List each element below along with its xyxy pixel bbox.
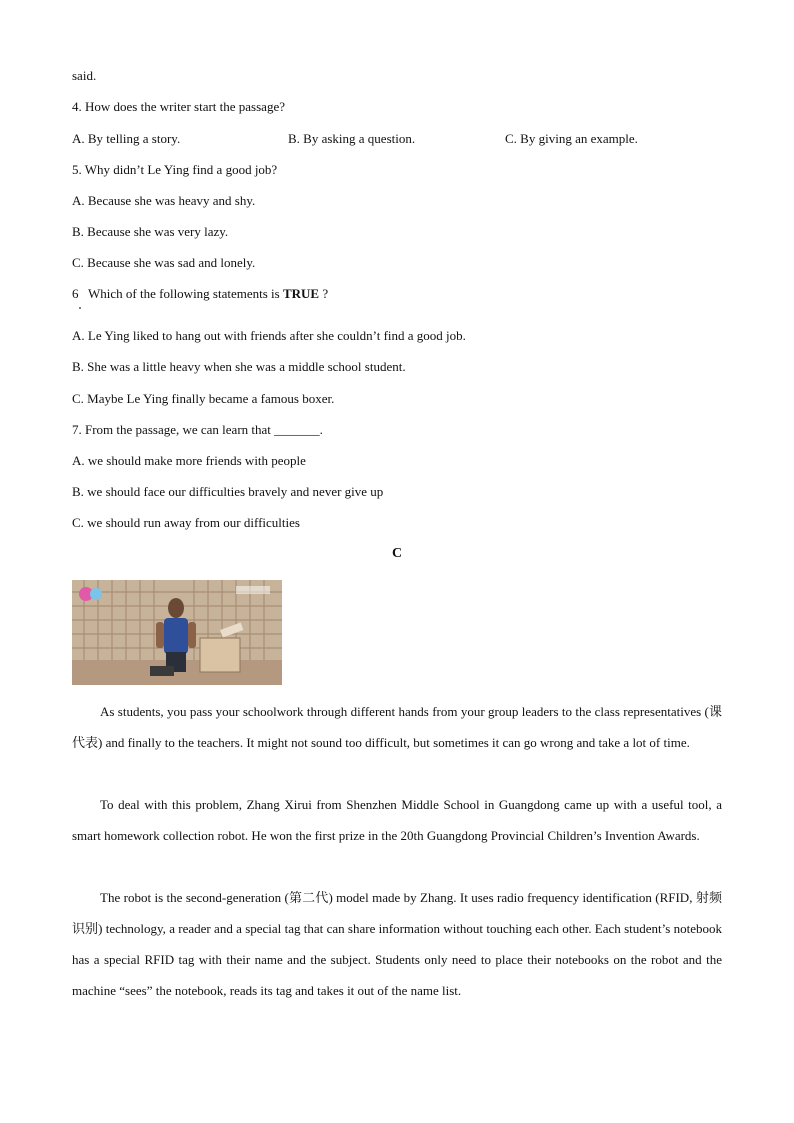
q4-option-a: A. By telling a story. — [72, 131, 181, 146]
paragraph-2: To deal with this problem, Zhang Xirui from Shenzhen Middle School in Guangdong came up with a useful tool, a smart homework collection robot. He won the first prize in the 20th Guangdong Provincial Children’s Invention Awards. — [72, 797, 722, 843]
q5-option-a: A. Because she was heavy and shy. — [72, 193, 256, 208]
q7-option-b: B. we should face our difficulties bravely and never give up — [72, 484, 384, 499]
q6-option-a: A. Le Ying liked to hang out with friends after she couldn’t find a good job. — [72, 328, 466, 343]
question-6-emphasis: TRUE — [282, 286, 320, 301]
paragraph-1: As students, you pass your schoolwork through different hands from your group leaders to the class representatives (课代表) and finally to the teachers. It might not sound too difficult, but sometimes it can go wrong and take a lot of time. — [72, 704, 722, 750]
paragraph-3: The robot is the second-generation (第二代) model made by Zhang. It uses radio frequency identification (RFID, 射频识别) technology, a reader and a special tag that can share information without touching each other. Each student’s notebook has a special RFID tag with their name and the subject. Students only need to place their notebooks on the robot and the machine “sees” the notebook, reads its tag and takes it out of the name list. — [72, 890, 722, 998]
q7-option-a: A. we should make more friends with people — [72, 453, 306, 468]
continued-text-said: said. — [72, 68, 97, 83]
q4-option-c: C. By giving an example. — [505, 131, 638, 146]
q5-option-c: C. Because she was sad and lonely. — [72, 255, 256, 270]
q5-option-b: B. Because she was very lazy. — [72, 224, 229, 239]
question-6-text: 6 Which of the following statements is — [72, 286, 283, 301]
question-6 — [72, 286, 328, 302]
question-7: 7. From the passage, we can learn that _______. — [72, 422, 323, 437]
q6-option-b: B. She was a little heavy when she was a middle school student. — [72, 359, 406, 374]
question-5: 5. Why didn’t Le Ying find a good job? — [72, 162, 278, 177]
question-4: 4. How does the writer start the passage? — [72, 99, 285, 114]
section-heading: C — [391, 546, 403, 561]
q6-option-c: C. Maybe Le Ying finally became a famous boxer. — [72, 391, 335, 406]
question-6-end: ? — [319, 286, 329, 301]
q7-option-c: C. we should run away from our difficulties — [72, 515, 300, 530]
stray-mark — [79, 307, 81, 309]
q4-option-b: B. By asking a question. — [288, 131, 416, 146]
robot-photo — [72, 580, 282, 685]
